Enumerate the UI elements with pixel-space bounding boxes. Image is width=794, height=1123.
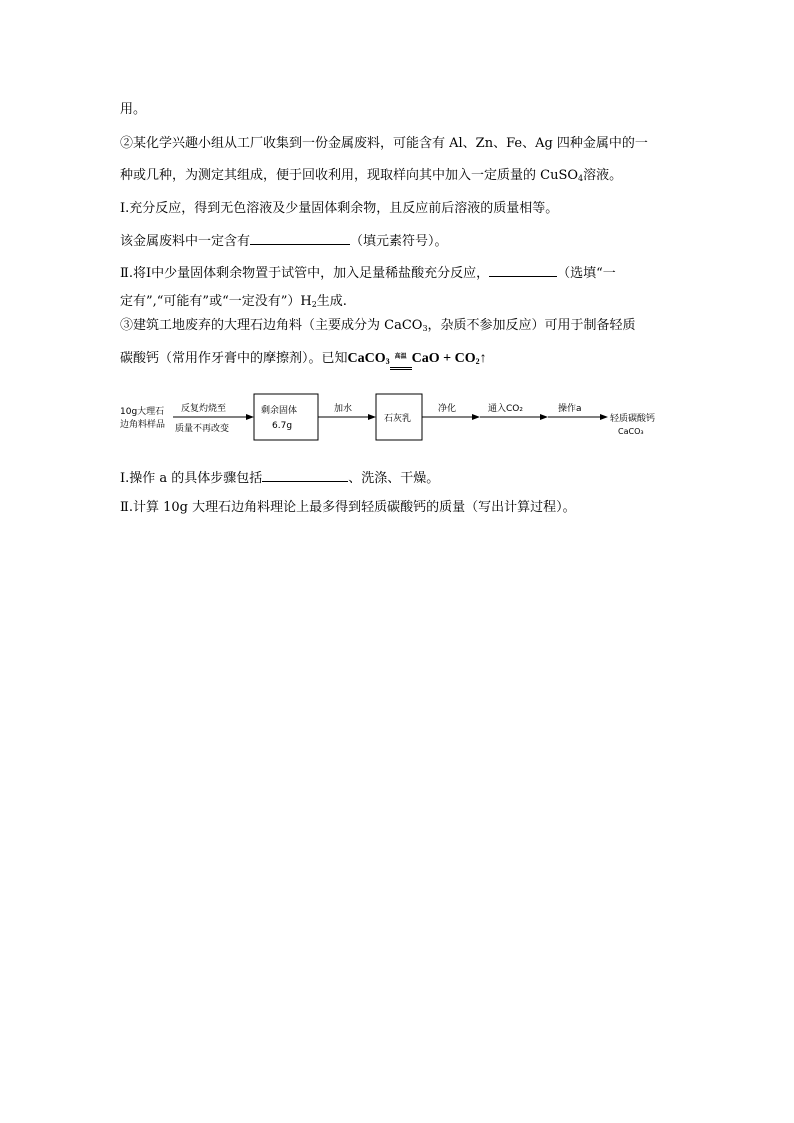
equation-condition — [390, 347, 412, 370]
text-line-11 — [120, 498, 576, 518]
flow-arrow-1-bottom: 质量不再改变 — [175, 424, 230, 434]
equation-product-subscript: 2 — [475, 357, 480, 366]
line-3-text-b: 溶液。 — [583, 168, 623, 183]
flow-arrow-4-top: 通入CO₂ — [488, 404, 523, 414]
text-line-4 — [120, 199, 558, 219]
flow-arrowhead-1 — [246, 414, 254, 420]
line-6-text-a: Ⅱ.将Ⅰ中少量固体剩余物置于试管中，加入足量稀盐酸充分反应， — [120, 266, 490, 281]
flow-arrowhead-3 — [472, 414, 480, 420]
text-line-1 — [120, 100, 146, 120]
flow-start-line-1: 10g大理石 — [120, 407, 165, 417]
text-line-2 — [120, 134, 648, 154]
flow-end-line-1: 轻质碳酸钙 — [610, 414, 656, 424]
line-10-text-b: 、洗涤、干燥。 — [348, 471, 440, 486]
flow-box-remaining-solid — [254, 394, 318, 440]
line-7-text-b: 生成. — [316, 294, 347, 309]
flow-start-line-2: 边角料样品 — [120, 420, 166, 430]
text-line-3 — [120, 166, 622, 189]
answer-blank-gas[interactable] — [489, 262, 557, 277]
flow-box-2-text: 石灰乳 — [384, 414, 412, 424]
line-8-subscript: 3 — [422, 324, 428, 333]
flow-arrow-3-top: 净化 — [438, 404, 457, 414]
line-5-text-b: （填元素符号）。 — [350, 234, 448, 249]
line-6-text-b: （选填“一 — [557, 266, 616, 281]
flow-arrow-5-top: 操作a — [558, 404, 582, 414]
line-3-text-a: 种或几种，为测定其组成，便于回收利用，现取样向其中加入一定质量的 CuSO — [120, 168, 579, 183]
flow-arrowhead-5 — [600, 414, 608, 420]
line-5-text-a: 该金属废料中一定含有 — [120, 234, 251, 249]
line-10-text-a: Ⅰ.操作 a 的具体步骤包括 — [120, 471, 263, 486]
line-11-text: Ⅱ.计算 10g 大理石边角料理论上最多得到轻质碳酸钙的质量（写出计算过程）。 — [120, 500, 576, 515]
line-3-subscript: 4 — [578, 174, 584, 183]
text-line-10 — [120, 467, 439, 489]
equation-double-bar — [390, 367, 412, 370]
line-7-text-a: 定有”,“可能有”或“一定没有”）H — [120, 294, 312, 309]
line-1-text: 用。 — [120, 102, 147, 117]
chemical-equation — [348, 351, 487, 366]
text-line-5 — [120, 230, 448, 252]
flow-box-1-line-2: 6.7g — [272, 421, 293, 431]
text-line-7 — [120, 292, 347, 315]
flow-arrowhead-4 — [540, 414, 548, 420]
line-7-subscript: 2 — [311, 300, 317, 309]
flow-arrow-1-top: 反复灼烧至 — [181, 404, 227, 414]
gas-arrow-icon: ↑ — [479, 351, 487, 366]
answer-blank-operation[interactable] — [262, 467, 348, 482]
process-flow-diagram — [118, 385, 678, 447]
text-line-9 — [120, 347, 487, 372]
flow-end-line-2: CaCO₃ — [618, 427, 644, 436]
equation-condition-text: 高温 — [394, 354, 407, 360]
line-9-text: 碳酸钙（常用作牙膏中的摩擦剂）。已知 — [120, 351, 348, 366]
flow-arrowhead-2 — [368, 414, 376, 420]
text-line-6 — [120, 262, 616, 284]
line-8-text-a: ③建筑工地废弃的大理石边角料（主要成分为 CaCO — [120, 318, 423, 333]
flow-box-1-line-1: 剩余固体 — [261, 406, 298, 416]
equation-reactant: CaCO — [347, 351, 386, 366]
equation-reactant-subscript: 3 — [385, 357, 390, 366]
flow-arrow-2-top: 加水 — [334, 404, 353, 414]
text-line-8 — [120, 316, 636, 339]
line-8-text-b: ，杂质不参加反应）可用于制备轻质 — [427, 318, 636, 333]
equation-products: CaO + CO — [411, 351, 476, 366]
line-4-text: Ⅰ.充分反应，得到无色溶液及少量固体剩余物，且反应前后溶液的质量相等。 — [120, 201, 559, 216]
answer-blank-elements[interactable] — [250, 230, 350, 245]
line-2-text: ②某化学兴趣小组从工厂收集到一份金属废料，可能含有 Al、Zn、Fe、Ag 四种金属中的一 — [120, 136, 648, 151]
